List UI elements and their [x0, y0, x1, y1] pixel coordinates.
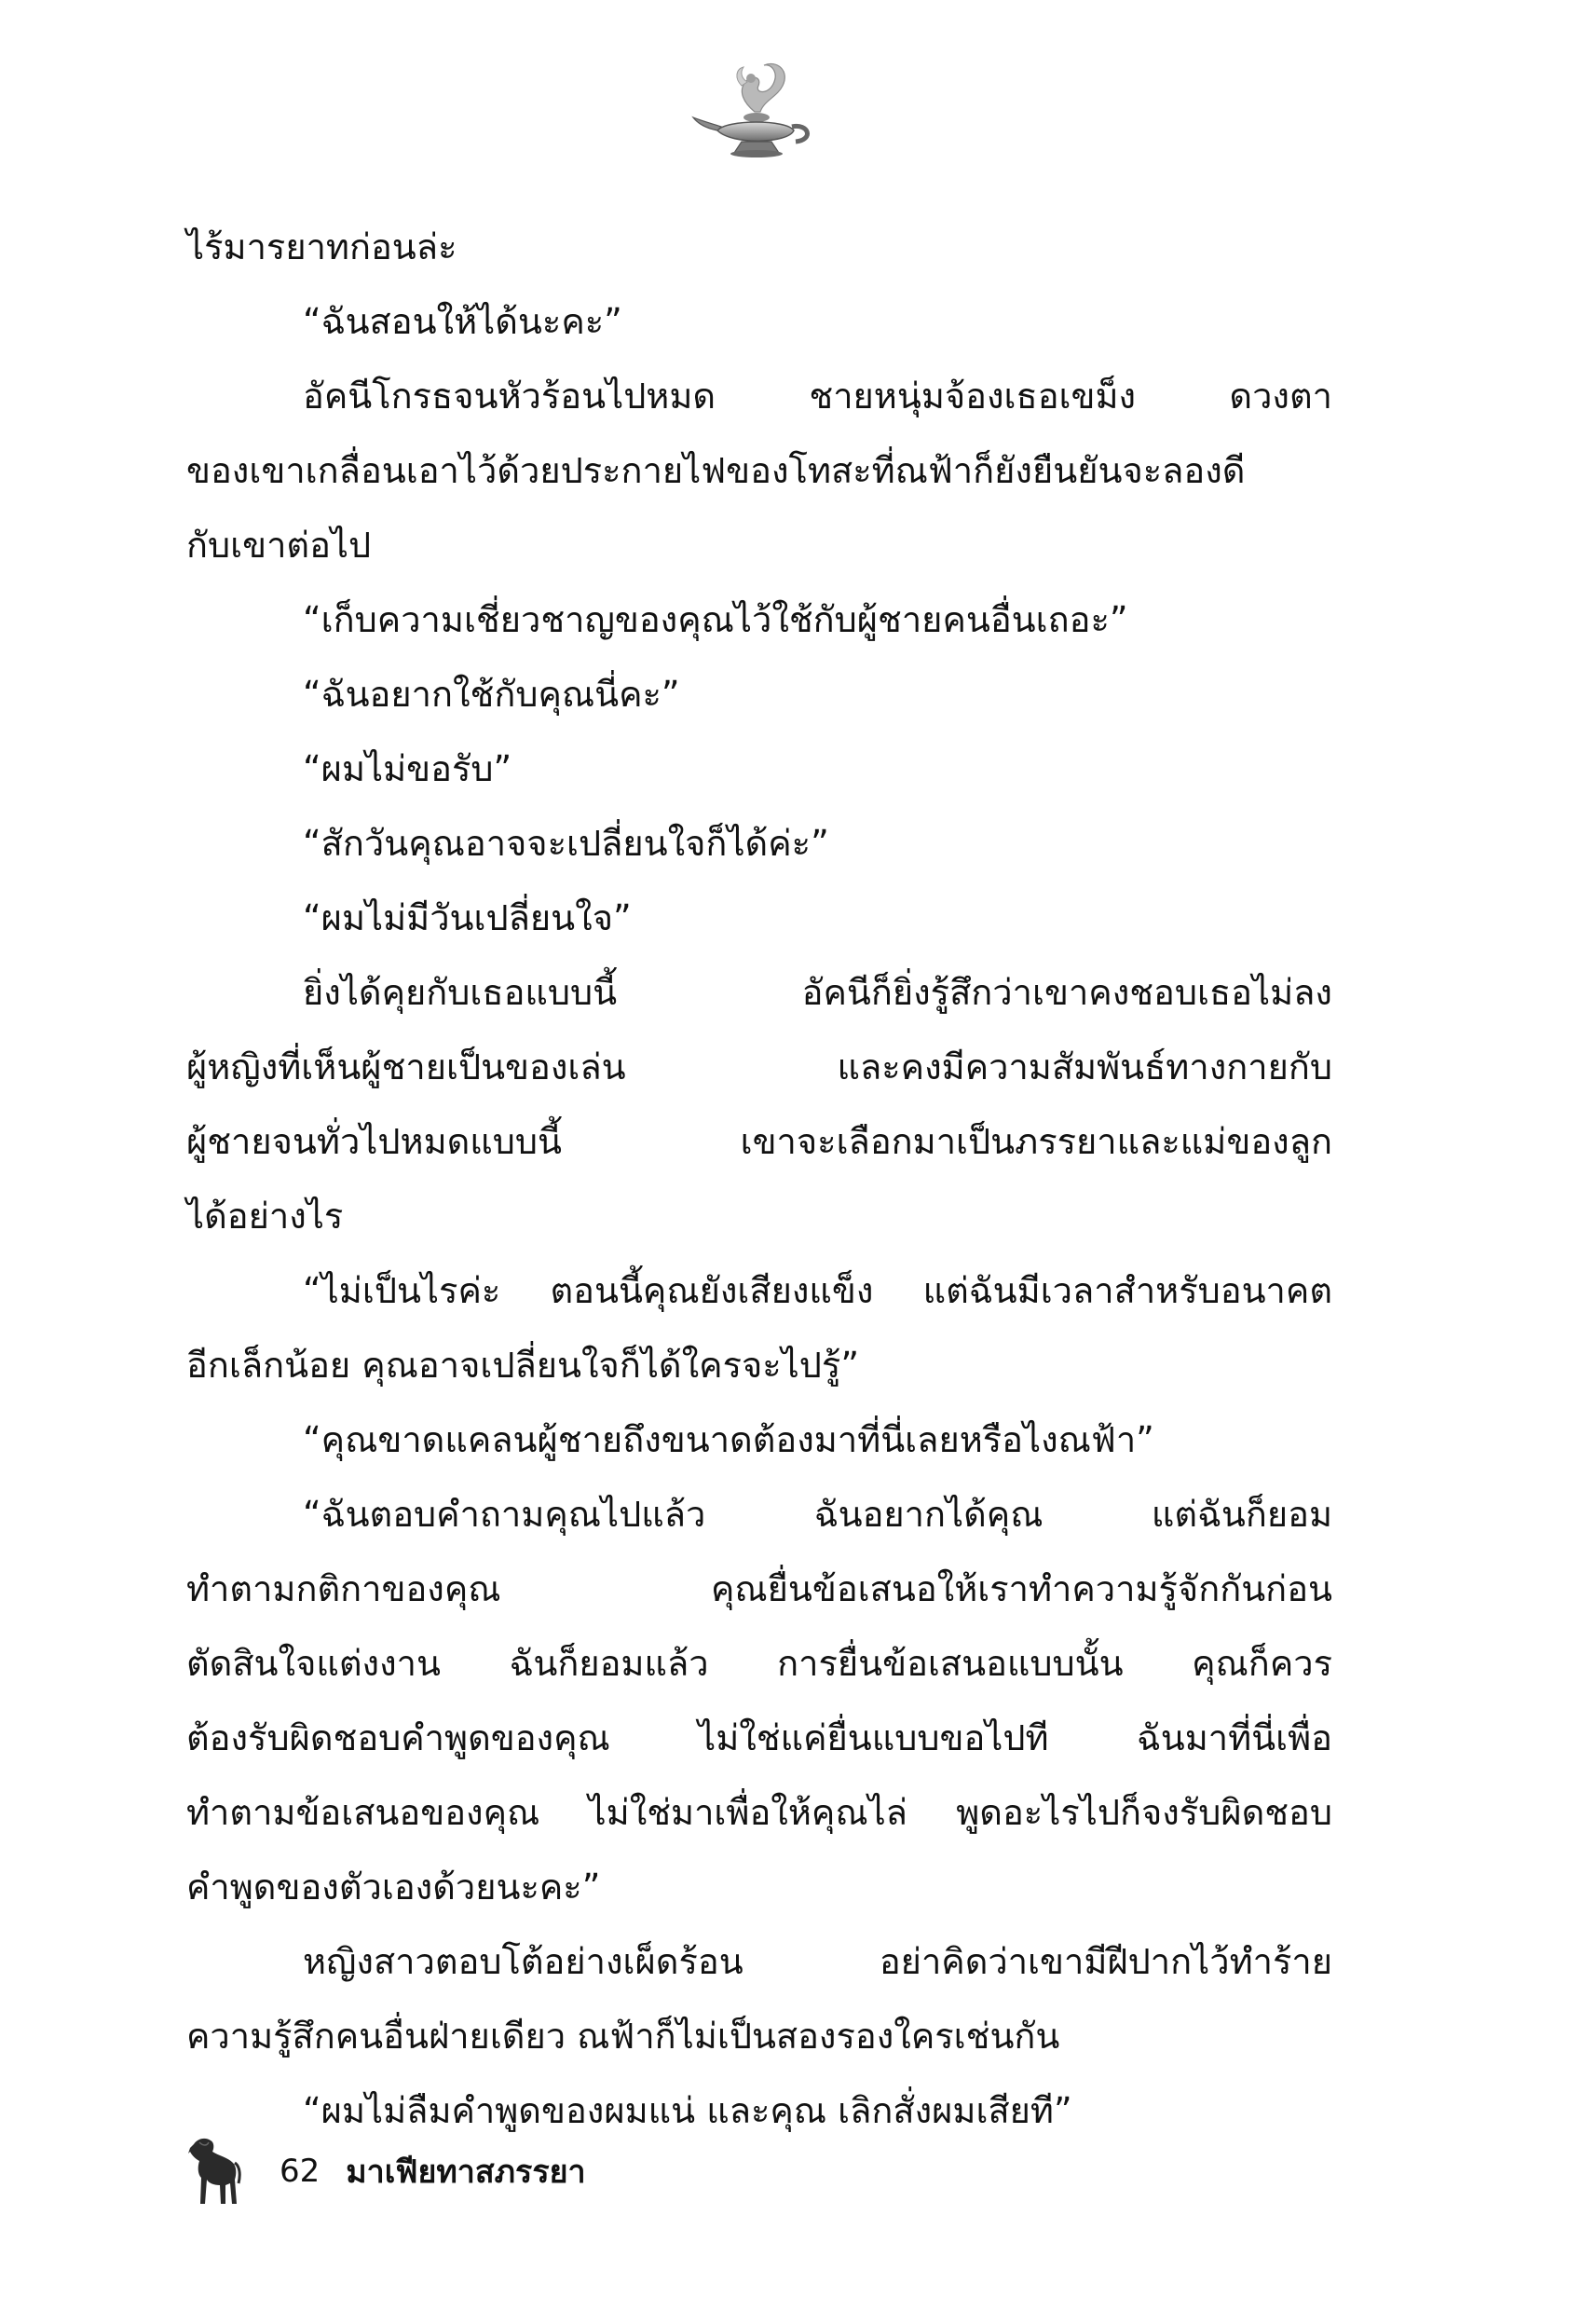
text-line: ยิ่งได้คุยกับเธอแบบนี้ อัคนีก็ยิ่งรู้สึกว่าเขาคงชอบเธอไม่ลง	[303, 972, 1332, 1013]
genie-lamp-icon	[689, 58, 820, 170]
text-line: อัคนีโกรธจนหัวร้อนไปหมด ชายหนุ่มจ้องเธอเขม็ง ดวงตา	[303, 376, 1332, 417]
text-line: ทำตามข้อเสนอของคุณ ไม่ใช่มาเพื่อให้คุณไล่ พูดอะไรไปก็จงรับผิดชอบ	[186, 1792, 1332, 1833]
text-line: “ไม่เป็นไรค่ะ ตอนนี้คุณยังเสียงแข็ง แต่ฉันมีเวลาสำหรับอนาคต	[303, 1270, 1332, 1311]
page-number: 62	[280, 2153, 321, 2190]
text-line: “สักวันคุณอาจจะเปลี่ยนใจก็ได้ค่ะ”	[303, 823, 829, 864]
book-title: มาเฟียทาสภรรยา	[346, 2154, 586, 2191]
text-line: ตัดสินใจแต่งงาน ฉันก็ยอมแล้ว การยื่นข้อเสนอแบบนั้น คุณก็ควร	[186, 1643, 1332, 1684]
text-line: ความรู้สึกคนอื่นฝ่ายเดียว ณฟ้าก็ไม่เป็นสองรองใครเช่นกัน	[186, 2016, 1060, 2057]
text-line: ผู้หญิงที่เห็นผู้ชายเป็นของเล่น และคงมีความสัมพันธ์ทางกายกับ	[186, 1046, 1332, 1087]
text-line: ไร้มารยาทก่อนล่ะ	[186, 226, 457, 267]
text-line: “ผมไม่ลืมคำพูดของผมแน่ และคุณ เลิกสั่งผมเสียที”	[303, 2090, 1072, 2131]
text-line: ผู้ชายจนทั่วไปหมดแบบนี้ เขาจะเลือกมาเป็นภรรยาและแม่ของลูก	[186, 1121, 1332, 1162]
text-line: “ฉันอยากใช้กับคุณนี่คะ”	[303, 674, 680, 715]
text-line: ต้องรับผิดชอบคำพูดของคุณ ไม่ใช่แค่ยื่นแบบขอไปที ฉันมาที่นี่เพื่อ	[186, 1717, 1332, 1758]
text-line: ทำตามกติกาของคุณ คุณยื่นข้อเสนอให้เราทำความรู้จักกันก่อน	[186, 1568, 1332, 1609]
text-line: หญิงสาวตอบโต้อย่างเผ็ดร้อน อย่าคิดว่าเขามีฝีปากไว้ทำร้าย	[303, 1941, 1332, 1982]
page-footer	[186, 2134, 586, 2208]
text-line: อีกเล็กน้อย คุณอาจเปลี่ยนใจก็ได้ใครจะไปรู้”	[186, 1345, 859, 1386]
horse-icon	[186, 2135, 242, 2208]
text-line: “ฉันสอนให้ได้นะคะ”	[303, 301, 622, 342]
text-line: “ฉันตอบคำถามคุณไปแล้ว ฉันอยากได้คุณ แต่ฉันก็ยอม	[303, 1494, 1332, 1535]
text-line: ได้อย่างไร	[186, 1196, 344, 1237]
text-line: “คุณขาดแคลนผู้ชายถึงขนาดต้องมาที่นี่เลยหรือไงณฟ้า”	[303, 1419, 1154, 1460]
text-line: กับเขาต่อไป	[186, 525, 372, 566]
body-text	[186, 210, 1332, 2148]
text-line: “ผมไม่มีวันเปลี่ยนใจ”	[303, 897, 632, 938]
text-line: “เก็บความเชี่ยวชาญของคุณไว้ใช้กับผู้ชายคนอื่นเถอะ”	[303, 599, 1128, 640]
text-line: คำพูดของตัวเองด้วยนะคะ”	[186, 1867, 601, 1908]
text-line: “ผมไม่ขอรับ”	[303, 748, 512, 789]
text-line: ของเขาเกลื่อนเอาไว้ด้วยประกายไฟของโทสะที่ณฟ้าก็ยังยืนยันจะลองดี	[186, 450, 1246, 491]
